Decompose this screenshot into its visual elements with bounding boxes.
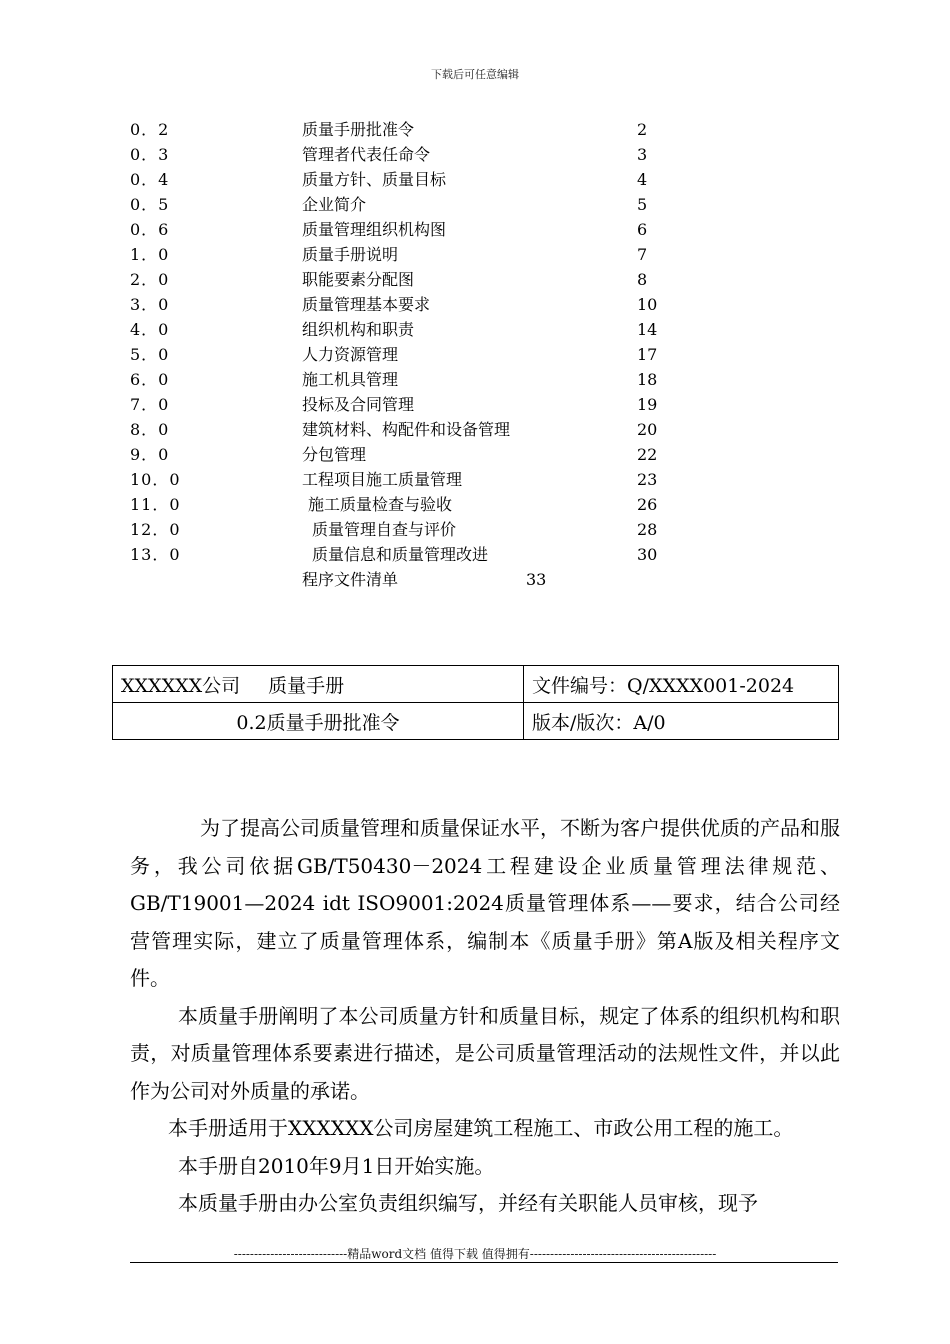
- toc-title: 质量手册说明: [302, 245, 399, 264]
- toc-page: 4: [637, 170, 648, 189]
- toc-row: [0, 292, 950, 317]
- toc-row: [0, 142, 950, 167]
- paragraph: 本质量手册阐明了本公司质量方针和质量目标，规定了体系的组织机构和职责，对质量管理体系要素进行描述，是公司质量管理活动的法规性文件，并以此作为公司对外质量的承诺。: [130, 1003, 840, 1103]
- toc-title: 质量手册批准令: [302, 120, 415, 139]
- toc-title: 质量管理自查与评价: [312, 520, 457, 539]
- footer-divider: [130, 1262, 838, 1263]
- toc-number: 0．2: [130, 120, 170, 139]
- toc-page: 30: [637, 545, 658, 564]
- toc-row: [0, 192, 950, 217]
- toc-row: [0, 267, 950, 292]
- toc-row: [0, 542, 950, 567]
- toc-row: [0, 442, 950, 467]
- toc-row: [0, 317, 950, 342]
- toc-row: [0, 217, 950, 242]
- toc-title: 程序文件清单: [302, 570, 399, 589]
- toc-page: 10: [637, 295, 658, 314]
- toc-number: 4．0: [130, 320, 170, 339]
- company-manual-cell: [113, 666, 524, 703]
- toc-number: 5．0: [130, 345, 170, 364]
- toc-page: 22: [637, 445, 658, 464]
- paragraph: 本手册自2010年9月1日开始实施。: [178, 1153, 495, 1178]
- toc-page: 19: [637, 395, 658, 414]
- toc-row: [0, 567, 950, 592]
- paragraph: 本质量手册由办公室负责组织编写，并经有关职能人员审核，现予: [178, 1191, 758, 1215]
- document-number: 文件编号：Q/XXXX001-2024: [524, 666, 839, 703]
- toc-title: 质量信息和质量管理改进: [312, 545, 489, 564]
- toc-title: 质量管理基本要求: [302, 295, 431, 314]
- page-header: 下载后可任意编辑: [431, 68, 519, 81]
- toc-number: 10．0: [130, 470, 181, 489]
- toc-page: 8: [637, 270, 648, 289]
- company-name: XXXXXX公司: [121, 674, 241, 697]
- toc-row: [0, 242, 950, 267]
- toc-number: 7．0: [130, 395, 170, 414]
- toc-page: 23: [637, 470, 658, 489]
- toc-number: 13．0: [130, 545, 181, 564]
- toc-page: 14: [637, 320, 658, 339]
- toc-number: 1．0: [130, 245, 170, 264]
- toc-row: [0, 417, 950, 442]
- toc-number: 2．0: [130, 270, 170, 289]
- paragraph: 本手册适用于XXXXXX公司房屋建筑工程施工、市政公用工程的施工。: [168, 1116, 794, 1140]
- toc-page: 7: [637, 245, 648, 264]
- toc-title: 投标及合同管理: [302, 395, 415, 414]
- toc-title: 建筑材料、构配件和设备管理: [302, 420, 511, 439]
- toc-number: 0．5: [130, 195, 170, 214]
- toc-page: 6: [637, 220, 648, 239]
- toc-row: [0, 517, 950, 542]
- toc-page: 26: [637, 495, 658, 514]
- page-footer: ----------------------------精品word文档 值得下载 值得拥有----------------------------------------------: [233, 1247, 717, 1261]
- toc-row: [0, 467, 950, 492]
- toc-title: 质量管理组织机构图: [302, 220, 447, 239]
- toc-row: [0, 392, 950, 417]
- toc-row: [0, 167, 950, 192]
- document-info-table: [112, 665, 839, 740]
- toc-page: 20: [637, 420, 658, 439]
- toc-title: 人力资源管理: [302, 345, 399, 364]
- toc-row: [0, 492, 950, 517]
- version: 版本/版次：A/0: [524, 703, 839, 740]
- toc-number: 8．0: [130, 420, 170, 439]
- toc-page: 3: [637, 145, 648, 164]
- section-title: 0.2质量手册批准令: [113, 703, 524, 740]
- toc-title: 分包管理: [302, 445, 367, 464]
- toc-page: 28: [637, 520, 658, 539]
- toc-number: 0．4: [130, 170, 170, 189]
- toc-number: 9．0: [130, 445, 170, 464]
- toc-title: 职能要素分配图: [302, 270, 415, 289]
- toc-number: 6．0: [130, 370, 170, 389]
- toc-title: 质量方针、质量目标: [302, 170, 447, 189]
- toc-page: 18: [637, 370, 658, 389]
- approval-order-body: [130, 810, 840, 1223]
- toc-number: 0．6: [130, 220, 170, 239]
- toc-row: [0, 342, 950, 367]
- toc-title: 施工机具管理: [302, 370, 399, 389]
- toc-title: 企业简介: [302, 195, 367, 214]
- toc-row: [0, 367, 950, 392]
- toc-number: 12．0: [130, 520, 181, 539]
- toc-page: 5: [637, 195, 648, 214]
- toc-title: 组织机构和职责: [302, 320, 415, 339]
- toc-number: 0．3: [130, 145, 170, 164]
- toc-title: 工程项目施工质量管理: [302, 470, 463, 489]
- toc-number: 3．0: [130, 295, 170, 314]
- toc-page: 33: [526, 570, 547, 589]
- toc-title: 管理者代表任命令: [302, 145, 431, 164]
- toc-row: [0, 117, 950, 142]
- toc-page: 17: [637, 345, 658, 364]
- toc-title: 施工质量检查与验收: [308, 495, 453, 514]
- manual-name: 质量手册: [268, 674, 345, 697]
- paragraph: 为了提高公司质量管理和质量保证水平，不断为客户提供优质的产品和服务，我公司依据GB/T50430－2024工程建设企业质量管理法律规范、GB/T19001—2024 idt ISO9001:2024质量管理体系——要求，结合公司经营管理实际，建立了质量管理体系，编制本《质量手册》第A版及相关程序文件。: [130, 816, 840, 990]
- toc-page: 2: [637, 120, 648, 139]
- toc-number: 11．0: [130, 495, 181, 514]
